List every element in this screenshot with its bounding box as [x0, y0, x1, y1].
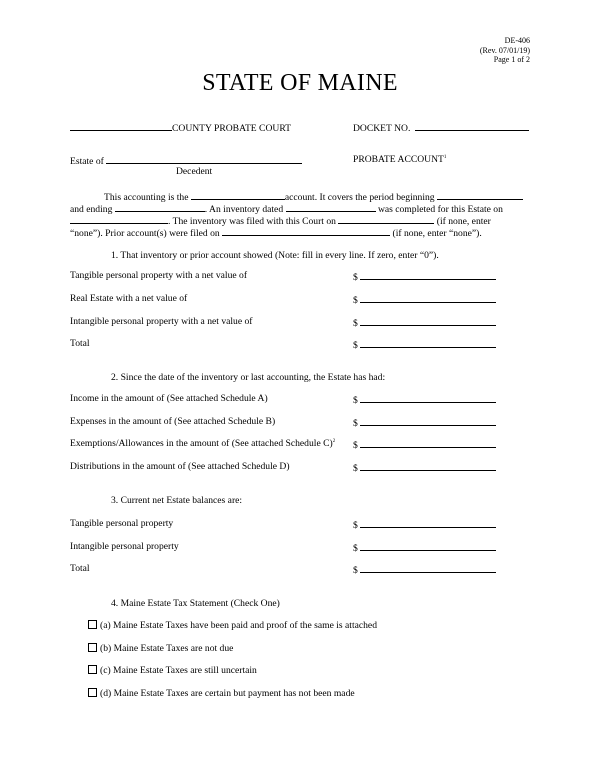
amount-field[interactable]: [360, 393, 496, 403]
dollar-sign: $: [353, 340, 358, 351]
checkbox-icon[interactable]: [88, 620, 97, 629]
estate-label: Estate of: [70, 156, 104, 167]
amount-field[interactable]: [360, 563, 496, 573]
amount-field[interactable]: [360, 461, 496, 471]
form-revision: (Rev. 07/01/19): [479, 45, 530, 55]
decedent-label: Decedent: [176, 166, 213, 177]
s2-expenses-amount: [353, 416, 496, 429]
dollar-sign: $: [353, 418, 358, 429]
docket-field[interactable]: [415, 121, 529, 131]
dollar-sign: $: [353, 295, 358, 306]
tax-option-b[interactable]: [88, 643, 233, 654]
estate-name-field[interactable]: [106, 154, 302, 164]
intro-text: . The inventory was filed with this Court on: [168, 216, 336, 227]
section-2-heading: 2. Since the date of the inventory or last accounting, the Estate has had:: [111, 372, 386, 383]
tax-option-label: (b) Maine Estate Taxes are not due: [100, 643, 234, 654]
court-line: [70, 121, 291, 134]
intro-line-4: [70, 226, 482, 239]
docket-label: DOCKET NO.: [353, 123, 411, 134]
docket-line: [353, 121, 529, 134]
intro-text: (if none, enter: [436, 216, 491, 227]
page-title: STATE OF MAINE: [202, 70, 398, 96]
tax-option-label: (a) Maine Estate Taxes have been paid and proof of the same is attached: [100, 620, 377, 631]
s1-row-label: Tangible personal property with a net value of: [70, 270, 248, 281]
dollar-sign: $: [353, 543, 358, 554]
s1-intangible-amount: [353, 316, 496, 329]
court-label: COUNTY PROBATE COURT: [172, 123, 291, 134]
s2-row-exemptions: [70, 438, 335, 449]
dollar-sign: $: [353, 565, 358, 576]
amount-field[interactable]: [360, 338, 496, 348]
s1-row-label: Real Estate with a net value of: [70, 293, 188, 304]
s1-row-label: Total: [70, 338, 90, 349]
s3-row-label: Intangible personal property: [70, 541, 179, 552]
intro-text: (if none, enter “none”).: [392, 228, 482, 239]
inventory-date-field[interactable]: [286, 202, 376, 212]
s2-income-amount: [353, 393, 496, 406]
amount-field[interactable]: [360, 438, 496, 448]
section-3-heading: 3. Current net Estate balances are:: [111, 495, 243, 506]
section-1-heading: 1. That inventory or prior account showed (Note: fill in every line. If zero, enter “0”).: [111, 250, 439, 261]
s1-row-label: Intangible personal property with a net value of: [70, 316, 253, 327]
intro-text: was completed for this Estate on: [377, 204, 503, 215]
intro-text: “none”). Prior account(s) were filed on: [70, 228, 220, 239]
intro-text: This accounting is the: [104, 192, 189, 203]
inventory-completed-field[interactable]: [70, 214, 168, 224]
dollar-sign: $: [353, 440, 358, 451]
s2-row-label: Exemptions/Allowances in the amount of (See attached Schedule C): [70, 438, 333, 449]
dollar-sign: $: [353, 318, 358, 329]
s3-total-amount: [353, 563, 496, 576]
footnote-2-marker: 2: [332, 439, 336, 444]
probate-account-heading: [353, 154, 446, 165]
amount-field[interactable]: [360, 270, 496, 280]
footnote-1-marker: 1: [443, 155, 447, 160]
tax-option-d[interactable]: [88, 688, 355, 699]
prior-accounts-field[interactable]: [222, 226, 390, 236]
s2-row-label: Expenses in the amount of (See attached Schedule B): [70, 416, 276, 427]
s2-distributions-amount: [353, 461, 496, 474]
s2-exemptions-amount: [353, 438, 496, 451]
account-ordinal-field[interactable]: [191, 190, 285, 200]
s1-real-estate-amount: [353, 293, 496, 306]
amount-field[interactable]: [360, 416, 496, 426]
tax-option-label: (c) Maine Estate Taxes are still uncertain: [100, 665, 257, 676]
probate-account-label: PROBATE ACCOUNT: [353, 154, 444, 165]
inventory-filed-field[interactable]: [338, 214, 434, 224]
checkbox-icon[interactable]: [88, 665, 97, 674]
amount-field[interactable]: [360, 518, 496, 528]
s3-tangible-amount: [353, 518, 496, 531]
amount-field[interactable]: [360, 293, 496, 303]
amount-field[interactable]: [360, 541, 496, 551]
checkbox-icon[interactable]: [88, 643, 97, 652]
form-id: DE-406: [504, 36, 530, 45]
tax-option-a[interactable]: [88, 620, 377, 631]
period-end-field[interactable]: [115, 202, 205, 212]
s2-row-label: Distributions in the amount of (See attached Schedule D): [70, 461, 290, 472]
intro-text: account. It covers the period beginning: [284, 192, 435, 203]
dollar-sign: $: [353, 463, 358, 474]
section-4-heading: 4. Maine Estate Tax Statement (Check One): [111, 598, 280, 609]
s3-row-label: Total: [70, 563, 90, 574]
period-begin-field[interactable]: [437, 190, 523, 200]
s1-total-amount: [353, 338, 496, 351]
s1-tangible-amount: [353, 270, 496, 283]
amount-field[interactable]: [360, 316, 496, 326]
intro-text: . An inventory dated: [204, 204, 284, 215]
checkbox-icon[interactable]: [88, 688, 97, 697]
dollar-sign: $: [353, 520, 358, 531]
s3-row-label: Tangible personal property: [70, 518, 174, 529]
s3-intangible-amount: [353, 541, 496, 554]
s2-row-label: Income in the amount of (See attached Schedule A): [70, 393, 268, 404]
tax-option-label: (d) Maine Estate Taxes are certain but payment has not been made: [100, 688, 355, 699]
intro-text: and ending: [70, 204, 113, 215]
dollar-sign: $: [353, 272, 358, 283]
tax-option-c[interactable]: [88, 665, 257, 676]
county-field[interactable]: [70, 121, 172, 131]
dollar-sign: $: [353, 395, 358, 406]
page-number: Page 1 of 2: [493, 55, 530, 64]
